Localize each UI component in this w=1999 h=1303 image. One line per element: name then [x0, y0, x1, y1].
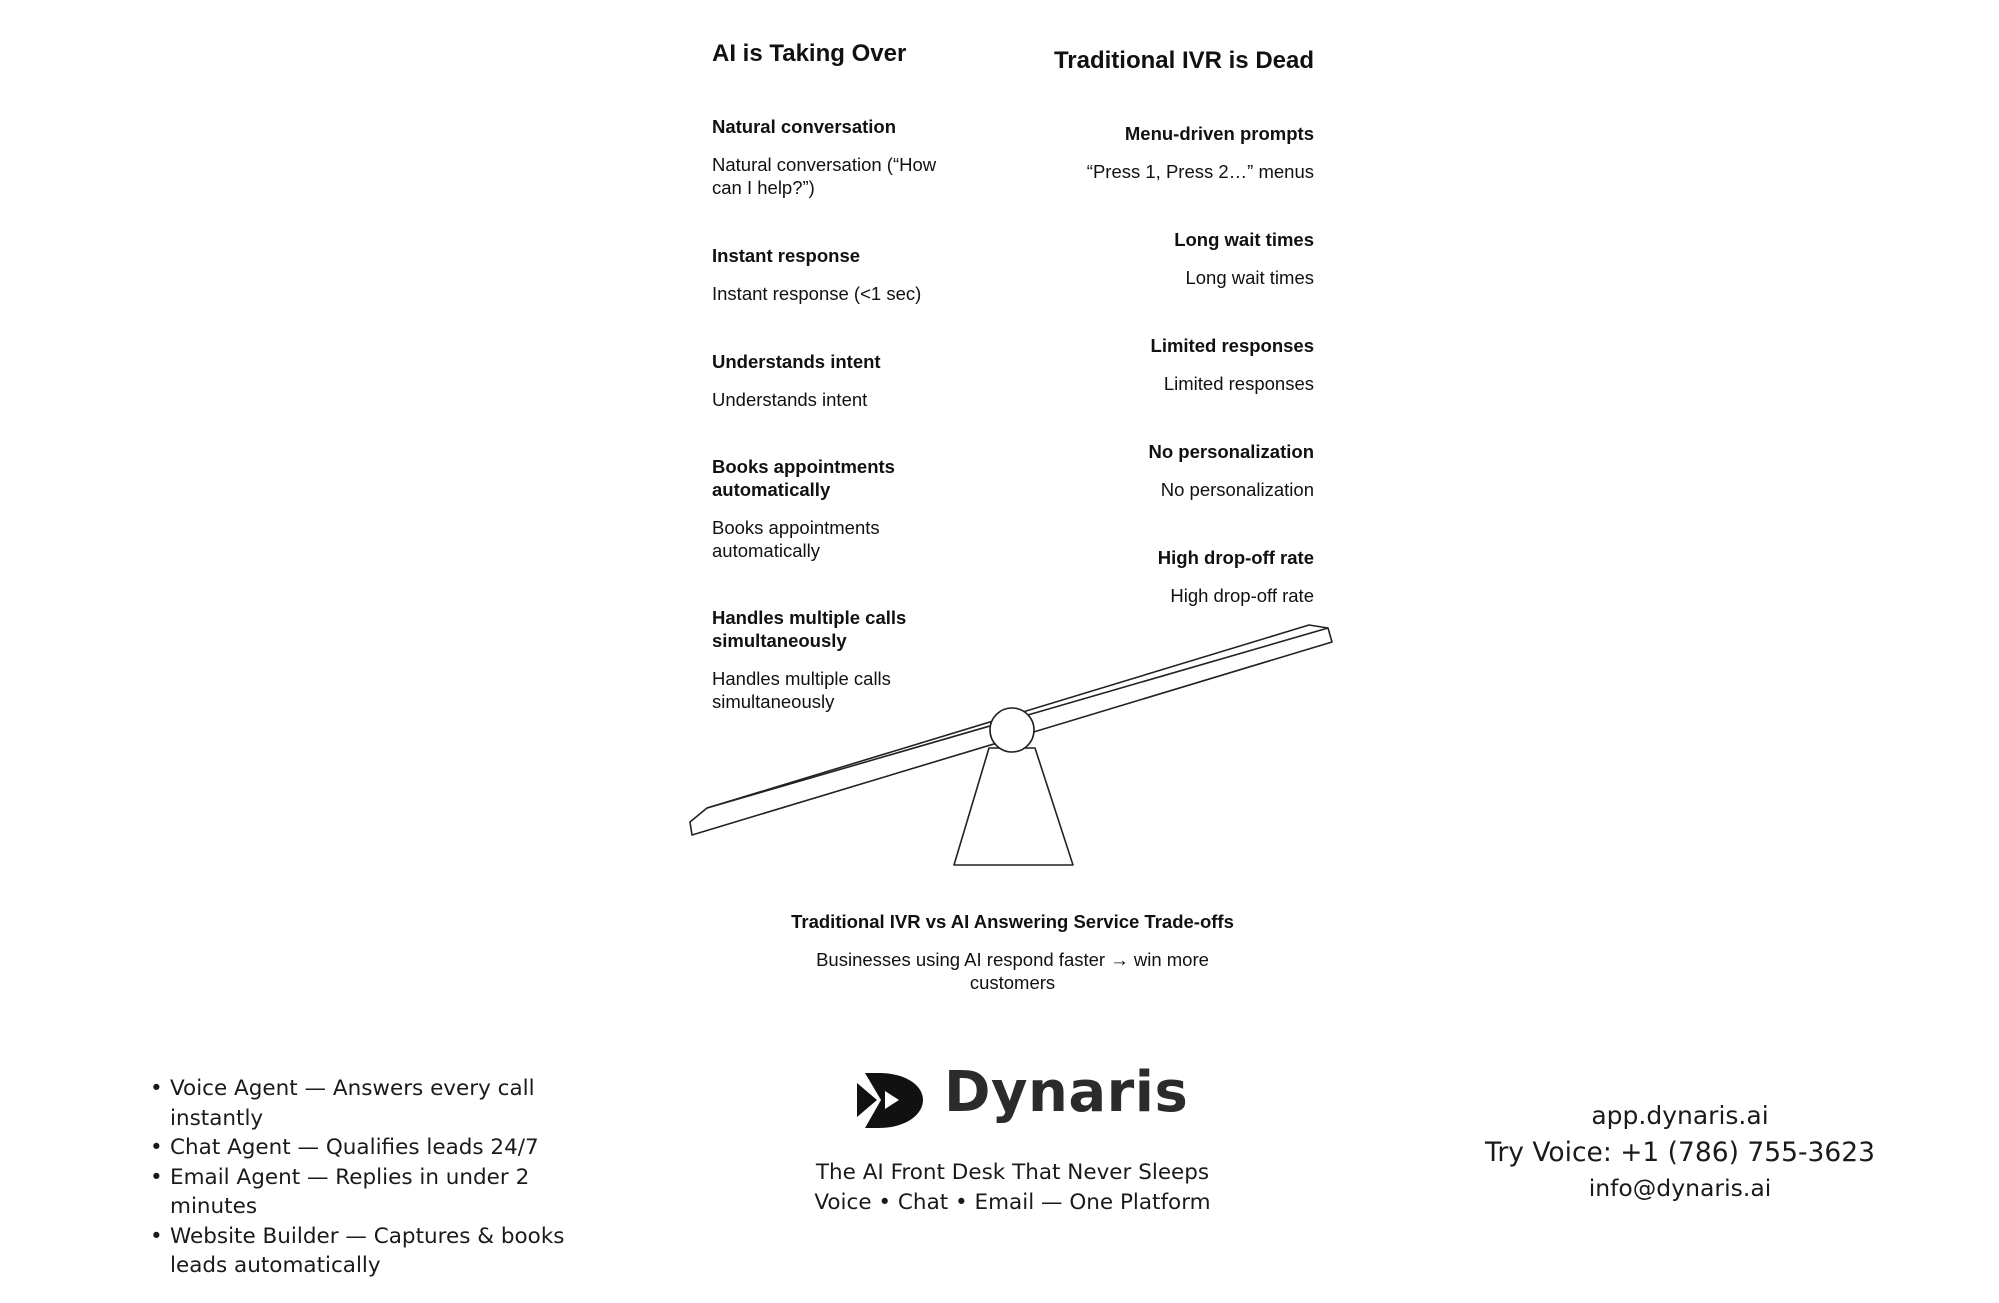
brand-channels: Voice • Chat • Email — One Platform — [814, 1190, 1211, 1215]
feature-item: • Email Agent — Replies in under 2 minutes — [150, 1163, 620, 1222]
brand-name: Dynaris — [944, 1060, 1189, 1125]
right-item-desc: No personalization — [1160, 479, 1314, 500]
left-column-title: AI is Taking Over — [712, 40, 907, 67]
right-item-title: Long wait times — [1174, 229, 1314, 250]
right-item-desc: “Press 1, Press 2…” menus — [1086, 161, 1314, 182]
contact-website[interactable]: app.dynaris.ai — [1591, 1101, 1769, 1130]
right-column-title: Traditional IVR is Dead — [1053, 47, 1314, 74]
seesaw-pivot — [990, 708, 1034, 752]
brand-lockup — [855, 1060, 1189, 1140]
right-item-desc: High drop-off rate — [1170, 585, 1314, 606]
left-item-title: Understands intent — [712, 351, 881, 372]
left-item-desc: Understands intent — [712, 389, 868, 410]
contact-phone[interactable]: Try Voice: +1 (786) 755-3623 — [1485, 1137, 1875, 1168]
left-item-desc: Natural conversation (“How can I help?”) — [712, 154, 937, 198]
dynaris-logo-icon — [855, 1063, 927, 1135]
right-item-title: High drop-off rate — [1157, 547, 1314, 568]
contact-email[interactable]: info@dynaris.ai — [1588, 1174, 1772, 1202]
left-item-title: Books appointments automatically — [712, 456, 895, 500]
feature-list — [150, 1074, 620, 1281]
caption-subtitle: Businesses using AI respond faster → win more customers — [816, 949, 1209, 993]
left-item-desc: Handles multiple calls simultaneously — [712, 668, 891, 712]
right-item-desc: Long wait times — [1185, 267, 1314, 288]
left-item-title: Instant response — [712, 245, 861, 266]
left-item-desc: Books appointments automatically — [712, 517, 880, 561]
feature-item: • Website Builder — Captures & books leads automatically — [150, 1222, 620, 1281]
right-item-desc: Limited responses — [1163, 373, 1314, 394]
right-item-title: Limited responses — [1150, 335, 1314, 356]
left-item-desc: Instant response (<1 sec) — [712, 283, 922, 304]
left-item-title: Handles multiple calls simultaneously — [712, 607, 907, 651]
right-item-title: No personalization — [1148, 441, 1314, 462]
brand-tagline: The AI Front Desk That Never Sleeps — [815, 1160, 1210, 1185]
caption-title: Traditional IVR vs AI Answering Service Trade-offs — [791, 911, 1234, 932]
feature-item: • Chat Agent — Qualifies leads 24/7 — [150, 1133, 620, 1163]
feature-item: • Voice Agent — Answers every call instantly — [150, 1074, 620, 1133]
seesaw-fulcrum — [954, 748, 1073, 865]
diagram-caption — [760, 910, 1265, 994]
left-item-title: Natural conversation — [712, 116, 897, 137]
right-item-title: Menu-driven prompts — [1124, 123, 1314, 144]
brand-tagline-block — [760, 1158, 1265, 1218]
contact-block — [1480, 1098, 1880, 1204]
